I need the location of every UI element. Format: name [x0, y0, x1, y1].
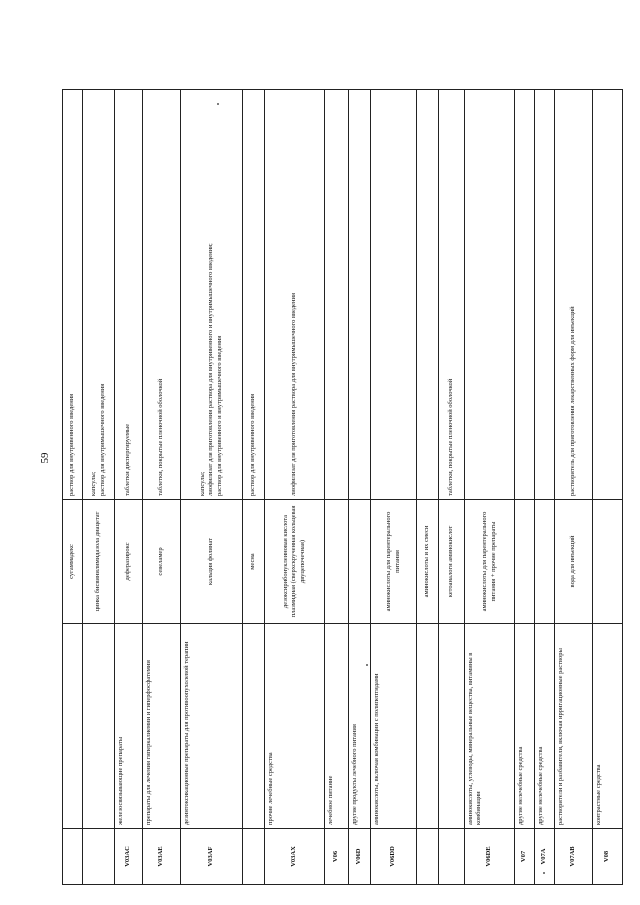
table-row: [593, 90, 623, 885]
drug-name-cell: [349, 500, 371, 624]
dosage-form-cell: [535, 90, 555, 500]
table-row: [265, 90, 325, 885]
dosage-form-cell: [515, 90, 535, 500]
code-cell: V06: [325, 829, 349, 885]
code-cell: [243, 829, 265, 885]
table-row: [143, 90, 181, 885]
group-cell: аминокислоты, углеводы, минеральные вещества, витамины в комбинации: [465, 624, 515, 829]
group-cell: [63, 624, 83, 829]
dosage-form-cell: таблетки, покрытые пленочной оболочкой: [439, 90, 465, 500]
dosage-form-cell: [325, 90, 349, 500]
code-cell: [417, 829, 439, 885]
drug-name-cell: аминокислоты и их смеси: [417, 500, 439, 624]
group-cell: [83, 624, 115, 829]
group-cell: дезинтоксикационные препараты для противоопухолевой терапии: [181, 624, 243, 829]
table-row: [515, 90, 535, 885]
scan-speck: [543, 872, 545, 874]
group-cell: препараты для лечения гиперкалиемии и гиперфосфатемии: [143, 624, 181, 829]
code-cell: [83, 829, 115, 885]
group-cell: лечебное питание: [325, 624, 349, 829]
dosage-form-cell: капсулы; раствор для внутримышечного введения: [83, 90, 115, 500]
drug-name-cell: кетоаналоги аминокислот: [439, 500, 465, 624]
drug-name-cell: дезоксирибонуклеиновая кислота плазмидная (сверхскрученная кольцевая двуцепочечная): [265, 500, 325, 624]
dosage-form-cell: раствор для внутривенного введения: [243, 90, 265, 500]
scan-speck: [366, 664, 368, 666]
code-cell: V03AX: [265, 829, 325, 885]
code-cell: V03AC: [115, 829, 143, 885]
dosage-form-cell: [371, 90, 417, 500]
group-cell: [417, 624, 439, 829]
table-row: [83, 90, 115, 885]
drug-name-cell: вода для инъекций: [555, 500, 593, 624]
dosage-form-cell: растворитель для приготовления лекарственных форм для инъекций: [555, 90, 593, 500]
drug-name-cell: сугаммадекс: [63, 500, 83, 624]
code-cell: V06D: [349, 829, 371, 885]
table-row: [439, 90, 465, 885]
code-cell: V06DE: [465, 829, 515, 885]
table-row: [349, 90, 371, 885]
drug-name-cell: месна: [243, 500, 265, 624]
rotated-table-frame: [62, 90, 611, 885]
code-cell: V03AF: [181, 829, 243, 885]
table-row: [535, 90, 555, 885]
code-cell: V07: [515, 829, 535, 885]
group-cell: другие нелечебные средства: [515, 624, 535, 829]
table-row: [325, 90, 349, 885]
group-cell: прочие лечебные средства: [265, 624, 325, 829]
group-cell: [439, 624, 465, 829]
drug-name-cell: [515, 500, 535, 624]
drug-name-cell: деферазирокс: [115, 500, 143, 624]
table-row: [243, 90, 265, 885]
dosage-form-cell: [465, 90, 515, 500]
drug-name-cell: [593, 500, 623, 624]
table-row: [555, 90, 593, 885]
dosage-form-cell: раствор для внутривенного введения: [63, 90, 83, 500]
drug-name-cell: [325, 500, 349, 624]
group-cell: [243, 624, 265, 829]
code-cell: V07A: [535, 829, 555, 885]
table-row: [465, 90, 515, 885]
table-row: [181, 90, 243, 885]
code-cell: [439, 829, 465, 885]
drug-name-cell: цинка бисвинилимидазола диацетат: [83, 500, 115, 624]
page-number: 59: [39, 452, 51, 464]
code-cell: V06DD: [371, 829, 417, 885]
drug-name-cell: кальция фолинат: [181, 500, 243, 624]
table-row: [115, 90, 143, 885]
group-cell: железосвязывающие препараты: [115, 624, 143, 829]
drug-table-body: [63, 90, 623, 885]
drug-name-cell: [535, 500, 555, 624]
group-cell: контрастные средства: [593, 624, 623, 829]
drug-name-cell: аминокислоты для парентерального питания + прочие препараты: [465, 500, 515, 624]
code-cell: V07AB: [555, 829, 593, 885]
group-cell: другие продукты лечебного питания: [349, 624, 371, 829]
code-cell: V03AE: [143, 829, 181, 885]
dosage-form-cell: таблетки, покрытые пленочной оболочкой: [143, 90, 181, 500]
table-row: [63, 90, 83, 885]
dosage-form-cell: лиофилизат для приготовления раствора для внутримышечного введения: [265, 90, 325, 500]
dosage-form-cell: [593, 90, 623, 500]
dosage-form-cell: таблетки диспергируемые: [115, 90, 143, 500]
dosage-form-cell: капсулы; лиофилизат для приготовления раствора для внутривенного и внутримышечного введения; раствор для внутривенного и внутримышечного введения: [181, 90, 243, 500]
group-cell: растворители и разбавители, включая ирригационные растворы: [555, 624, 593, 829]
code-cell: V08: [593, 829, 623, 885]
table-row: [371, 90, 417, 885]
group-cell: аминокислоты, включая комбинации с полипептидами: [371, 624, 417, 829]
dosage-form-cell: [417, 90, 439, 500]
drug-name-cell: аминокислоты для парентерального питания: [371, 500, 417, 624]
scan-speck: [217, 103, 219, 105]
dosage-form-cell: [349, 90, 371, 500]
table-row: [417, 90, 439, 885]
group-cell: другие нелечебные средства: [535, 624, 555, 829]
code-cell: [63, 829, 83, 885]
drug-name-cell: севеламер: [143, 500, 181, 624]
drug-table: [62, 89, 623, 885]
